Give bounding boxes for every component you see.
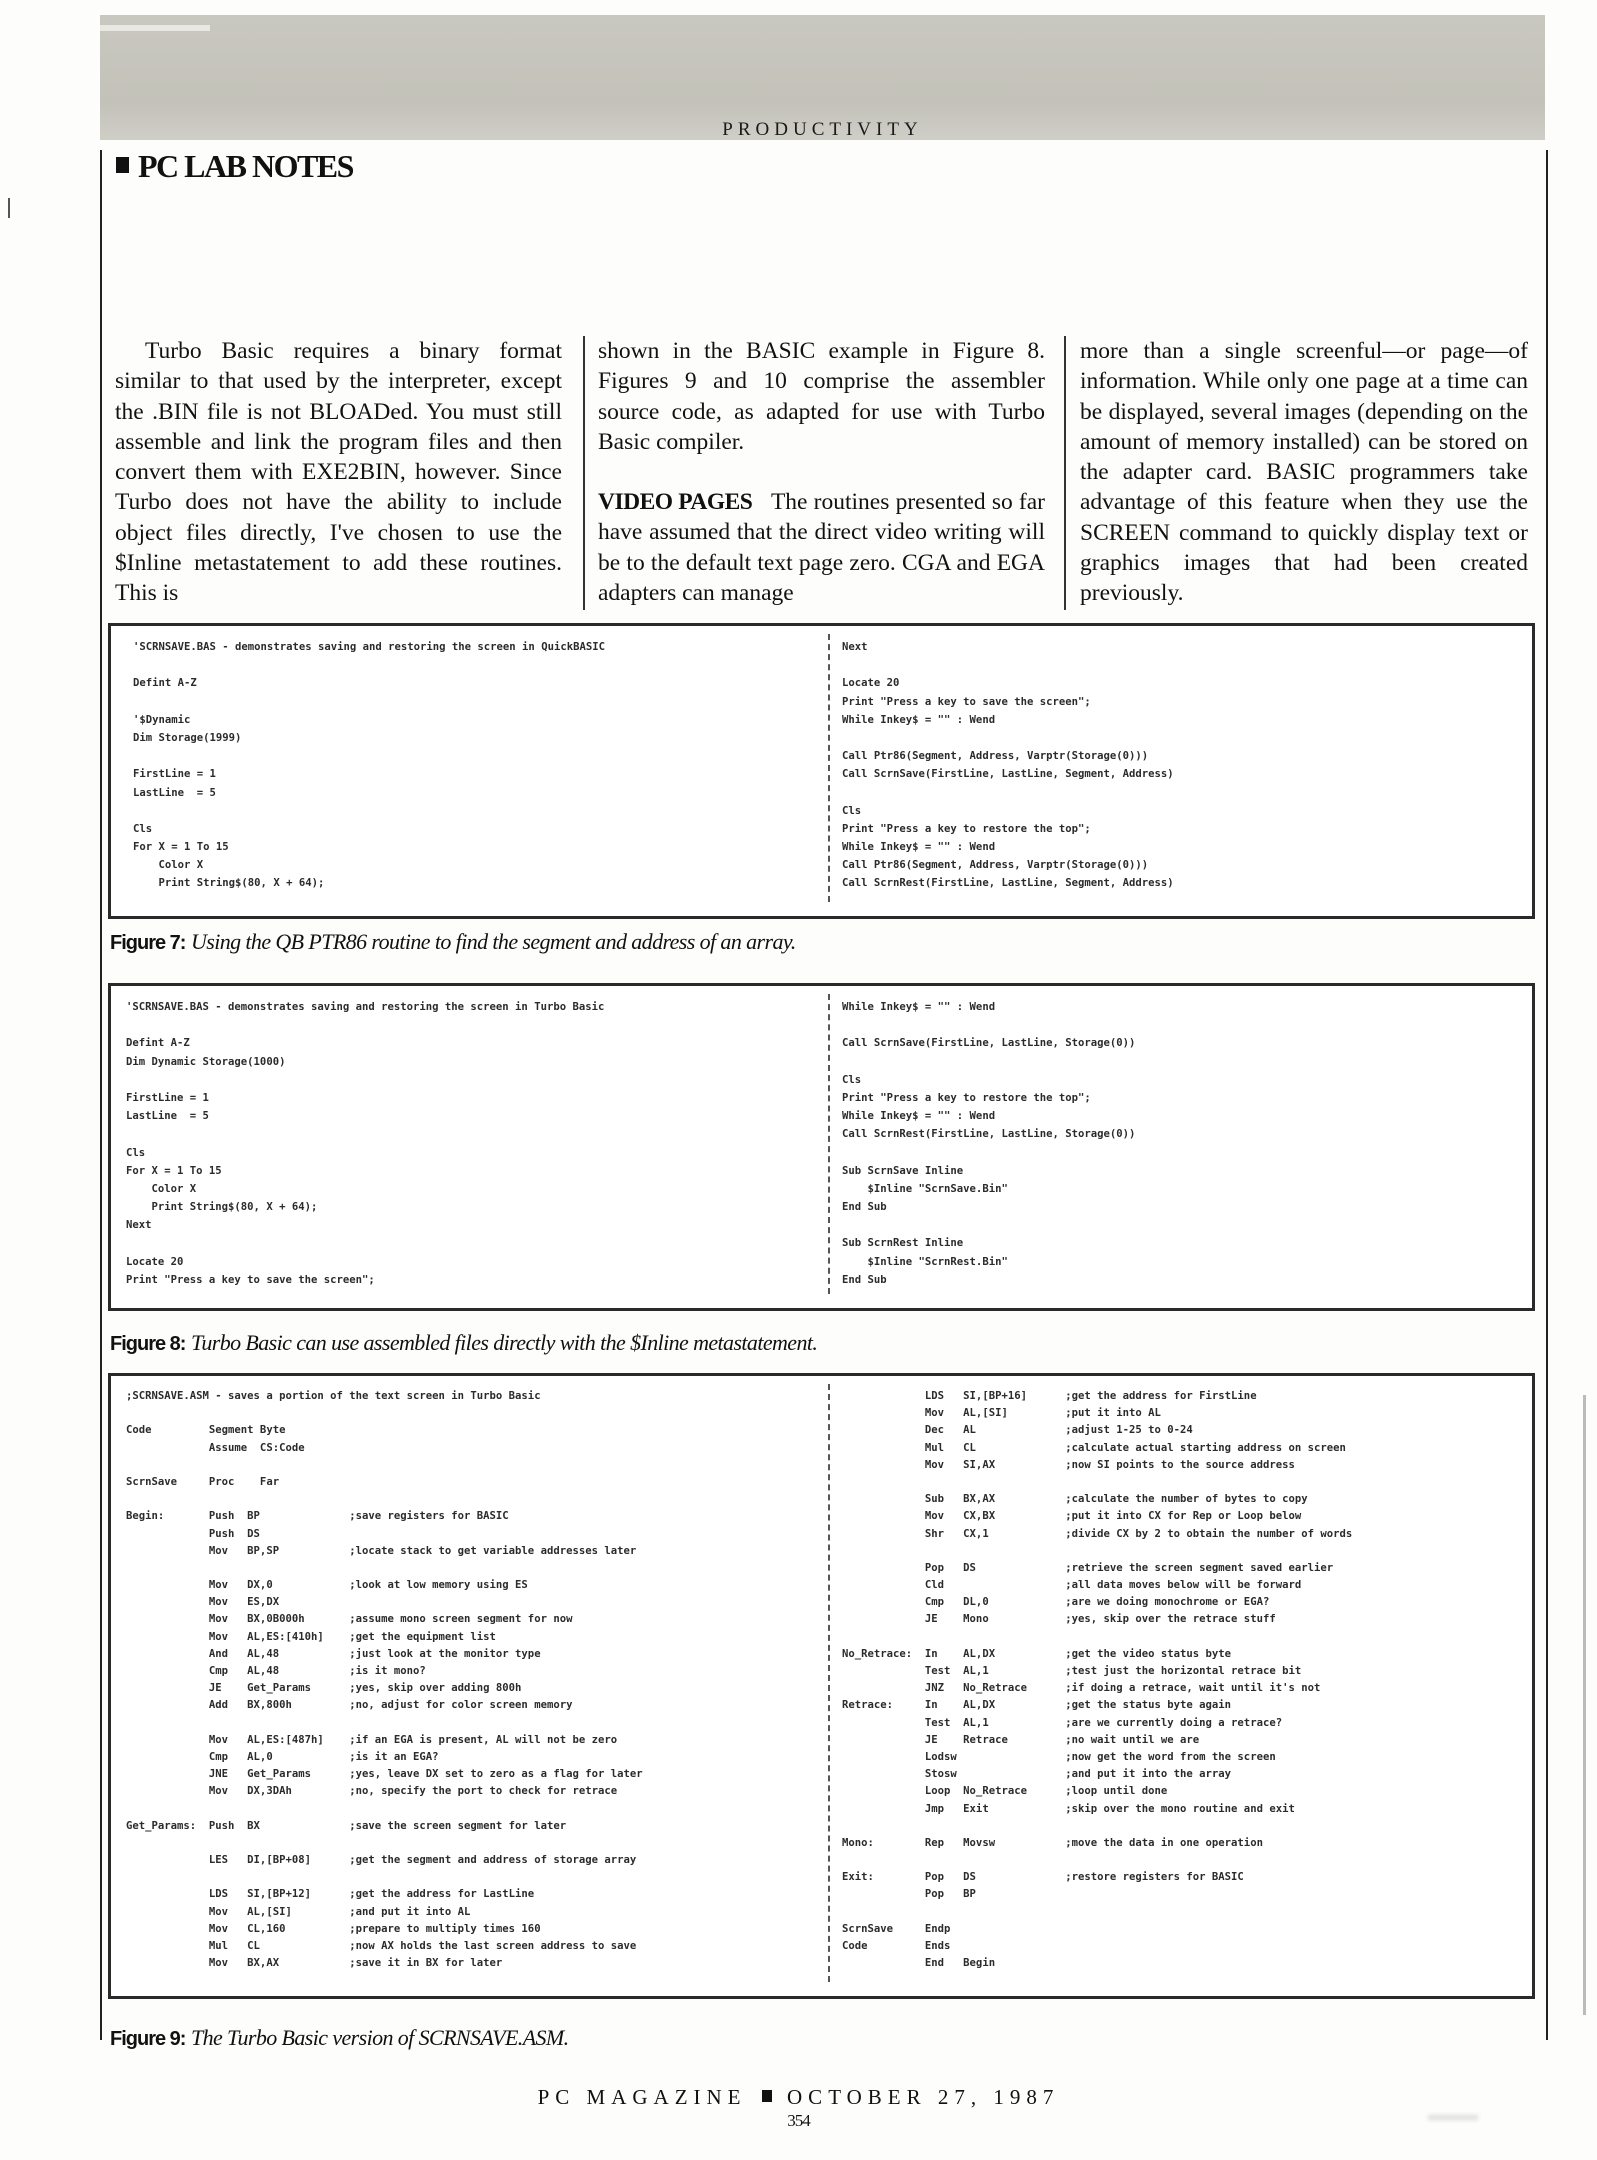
code-line — [133, 747, 605, 765]
code-line: JE Get_Params ;yes, skip over adding 800h — [126, 1682, 522, 1695]
page-number: 354 — [787, 2111, 810, 2130]
code-line — [126, 1869, 643, 1886]
column-rule — [1064, 336, 1066, 610]
code-line: While Inkey$ = "" : Wend — [842, 1110, 996, 1123]
code-line — [126, 1405, 643, 1422]
code-line — [126, 1801, 643, 1818]
figure-caption-text: Using the QB PTR86 routine to find the segment and address of an array. — [190, 929, 796, 954]
code-line: Color X — [133, 859, 204, 872]
code-line: Call Ptr86(Segment, Address, Varptr(Storage(0))) — [842, 750, 1149, 763]
code-line: Print "Press a key to restore the top"; — [842, 1091, 1091, 1104]
paragraph: Turbo Basic requires a binary format similar to that used by the interpreter, except the .BIN file is not BLOADed. You must still assemble and link the program files and then convert them with EXE2BIN, however. Since Turbo does not have the ability to include object files directly, I've chosen to use the $Inline metastatement to add these routines. This is — [115, 338, 562, 607]
code-line: No_Retrace: In AL,DX ;get the video status byte — [842, 1647, 1232, 1660]
code-line: '$Dynamic — [133, 713, 191, 726]
code-line: Test AL,1 ;are we currently doing a retrace? — [842, 1716, 1283, 1729]
code-line: Mov BP,SP ;locate stack to get variable addresses later — [126, 1544, 637, 1557]
figure-label: Figure 7: — [110, 932, 186, 954]
header-scrap — [100, 25, 210, 31]
code-line: Retrace: In AL,DX ;get the status byte again — [842, 1699, 1232, 1712]
code-line: ;SCRNSAVE.ASM - saves a portion of the text screen in Turbo Basic — [126, 1390, 541, 1402]
code-line: LastLine = 5 — [133, 786, 216, 799]
code-line: Pop DS ;retrieve the screen segment saved earlier — [842, 1561, 1334, 1574]
code-line — [126, 1457, 643, 1474]
code-line: LDS SI,[BP+12] ;get the address for LastLine — [126, 1888, 535, 1901]
code-line: Mov BX,AX ;save it in BX for later — [126, 1957, 503, 1970]
code-line — [133, 656, 605, 674]
code-line: 'SCRNSAVE.BAS - demonstrates saving and restoring the screen in Turbo Basic — [126, 1001, 605, 1013]
code-line: ScrnSave Endp — [842, 1922, 951, 1935]
code-line: Lodsw ;now get the word from the screen — [842, 1750, 1276, 1763]
code-divider — [828, 994, 831, 1294]
code-line: Code Ends — [842, 1940, 951, 1952]
paragraph-text: The routines presented so far have assumed that the direct video writing will be to the default text page zero. CGA and EGA adapters can manage — [598, 489, 1045, 607]
code-line: Push DS — [126, 1527, 260, 1540]
code-line: Dim Storage(1999) — [133, 731, 242, 744]
code-line — [126, 1125, 604, 1143]
code-line: Mov DX,0 ;look at low memory using ES — [126, 1579, 528, 1592]
code-line: Mov AL,ES:[487h] ;if an EGA is present, AL will not be zero — [126, 1733, 618, 1746]
code-line: Mov CX,BX ;put it into CX for Rep or Loop below — [842, 1510, 1302, 1523]
bullet-icon — [116, 157, 129, 173]
code-line: End Sub — [842, 1201, 887, 1214]
figure-8-listing — [108, 983, 1535, 1311]
code-line: Mono: Rep Movsw ;move the data in one operation — [842, 1836, 1263, 1849]
code-line: Test AL,1 ;test just the horizontal retrace bit — [842, 1665, 1302, 1677]
code-divider — [828, 634, 831, 902]
code-line: FirstLine = 1 — [126, 1091, 209, 1104]
figure-label: Figure 9: — [110, 2028, 186, 2050]
code-line — [126, 1715, 643, 1732]
section-label: PRODUCTIVITY — [722, 119, 923, 140]
code-line: Assume CS:Code — [126, 1441, 305, 1454]
code-line: Shr CX,1 ;divide CX by 2 to obtain the number of words — [842, 1527, 1353, 1540]
code-line: Print "Press a key to save the screen"; — [126, 1273, 375, 1286]
code-line: Call Ptr86(Segment, Address, Varptr(Storage(0))) — [842, 859, 1149, 872]
code-line: Mov AL,[SI] ;and put it into AL — [126, 1905, 471, 1918]
scan-edge — [1583, 1395, 1586, 2015]
code-line: LastLine = 5 — [126, 1110, 209, 1123]
code-line: Mov SI,AX ;now SI points to the source address — [842, 1458, 1295, 1471]
code-line: Cmp DL,0 ;are we doing monochrome or EGA? — [842, 1596, 1270, 1609]
code-line: Mov DX,3DAh ;no, specify the port to check for retrace — [126, 1785, 618, 1798]
code-line: And AL,48 ;just look at the monitor type — [126, 1647, 541, 1660]
code-line: JE Mono ;yes, skip over the retrace stuff — [842, 1613, 1276, 1626]
code-line: JE Retrace ;no wait until we are — [842, 1733, 1200, 1746]
code-line — [133, 802, 605, 820]
code-line: Print "Press a key to restore the top"; — [842, 822, 1091, 835]
code-line — [842, 1904, 1352, 1921]
code-line — [842, 1216, 1135, 1234]
issue-date: OCTOBER 27, 1987 — [787, 2085, 1060, 2109]
code-left — [126, 1388, 643, 1972]
code-line — [842, 1053, 1135, 1071]
page-footer — [0, 2085, 1597, 2110]
code-line: Stosw ;and put it into the array — [842, 1768, 1232, 1781]
code-line: LDS SI,[BP+16] ;get the address for FirstLine — [842, 1390, 1257, 1402]
code-line: While Inkey$ = "" : Wend — [842, 713, 996, 726]
column-rule — [583, 336, 585, 610]
figure-9-caption — [110, 2025, 569, 2051]
scan-smudge — [1428, 2115, 1478, 2120]
code-line: Dim Dynamic Storage(1000) — [126, 1055, 286, 1068]
code-line: Print "Press a key to save the screen"; — [842, 695, 1091, 708]
figure-8-caption — [110, 1330, 817, 1356]
code-line: ScrnSave Proc Far — [126, 1475, 280, 1488]
code-line: Next — [126, 1219, 152, 1232]
body-column-3 — [1080, 336, 1528, 609]
paragraph: shown in the BASIC example in Figure 8. Figures 9 and 10 comprise the assembler source code, as adapted for use with Turbo Basic compiler. — [598, 338, 1045, 455]
code-line: $Inline "ScrnSave.Bin" — [842, 1182, 1008, 1195]
code-line: Defint A-Z — [133, 677, 197, 690]
subhead: VIDEO PAGES — [598, 489, 753, 516]
edge-mark — [8, 198, 10, 218]
code-line — [842, 656, 1174, 674]
code-line — [842, 1852, 1352, 1869]
code-line: Code Segment Byte — [126, 1424, 286, 1437]
code-left — [126, 998, 604, 1289]
code-line — [842, 784, 1174, 802]
code-line: Begin: Push BP ;save registers for BASIC — [126, 1510, 509, 1523]
code-line: Cls — [842, 804, 862, 817]
code-line: End Begin — [842, 1957, 996, 1970]
code-line: Cld ;all data moves below will be forward — [842, 1579, 1302, 1592]
code-line: Cls — [133, 822, 153, 835]
code-line: Locate 20 — [842, 677, 900, 690]
code-line: While Inkey$ = "" : Wend — [842, 1001, 996, 1013]
code-line — [842, 1818, 1352, 1835]
figure-caption-text: Turbo Basic can use assembled files directly with the $Inline metastatement. — [190, 1330, 818, 1355]
code-line: Mov ES,DX — [126, 1596, 280, 1609]
code-line: Call ScrnSave(FirstLine, LastLine, Storage(0)) — [842, 1037, 1136, 1050]
code-line: Print String$(80, X + 64); — [126, 1201, 318, 1214]
code-line: Color X — [126, 1182, 197, 1195]
code-line — [842, 1543, 1352, 1560]
code-line: Sub BX,AX ;calculate the number of bytes to copy — [842, 1493, 1308, 1506]
code-line — [842, 1474, 1352, 1491]
code-line: Call ScrnRest(FirstLine, LastLine, Segment, Address) — [842, 877, 1174, 890]
code-line: Mov AL,[SI] ;put it into AL — [842, 1407, 1161, 1420]
code-line: 'SCRNSAVE.BAS - demonstrates saving and restoring the screen in QuickBASIC — [133, 641, 605, 653]
code-line: Next — [842, 641, 868, 653]
code-line: While Inkey$ = "" : Wend — [842, 841, 996, 854]
code-line: LES DI,[BP+08] ;get the segment and address of storage array — [126, 1854, 637, 1867]
column-title-text: PC LAB NOTES — [138, 148, 353, 184]
code-line: Pop BP — [842, 1888, 976, 1901]
code-line — [126, 1491, 643, 1508]
code-line — [126, 1835, 643, 1852]
code-line — [126, 1234, 604, 1252]
code-line — [842, 1016, 1135, 1034]
code-line: Get_Params: Push BX ;save the screen segment for later — [126, 1819, 567, 1832]
code-line: Add BX,800h ;no, adjust for color screen memory — [126, 1699, 573, 1712]
column-title — [116, 148, 353, 185]
code-right — [842, 1388, 1352, 1972]
code-line — [126, 1071, 604, 1089]
figure-7-listing — [108, 623, 1535, 919]
figure-7-caption — [110, 929, 796, 955]
code-line: Cmp AL,48 ;is it mono? — [126, 1665, 426, 1677]
code-line: For X = 1 To 15 — [126, 1164, 222, 1177]
figure-label: Figure 8: — [110, 1333, 186, 1355]
code-line: JNE Get_Params ;yes, leave DX set to zero as a flag for later — [126, 1768, 643, 1781]
code-line: Defint A-Z — [126, 1037, 190, 1050]
code-line: Mul CL ;now AX holds the last screen address to save — [126, 1940, 637, 1952]
paragraph: more than a single screenful—or page—of information. While only one page at a time can be displayed, several images (depending on the amount of memory installed) can be stored on the adapter card. BASIC programmers take advantage of this feature when they use the SCREEN command to quickly display text or graphics images that had been created previously. — [1080, 338, 1528, 607]
code-line — [126, 1016, 604, 1034]
code-line: Cls — [842, 1073, 862, 1086]
code-line: $Inline "ScrnRest.Bin" — [842, 1255, 1008, 1268]
code-line: Sub ScrnRest Inline — [842, 1237, 964, 1250]
body-column-1 — [115, 336, 562, 609]
code-line: End Sub — [842, 1273, 887, 1286]
code-line — [126, 1560, 643, 1577]
code-line: Loop No_Retrace ;loop until done — [842, 1785, 1168, 1798]
code-line: Call ScrnRest(FirstLine, LastLine, Storage(0)) — [842, 1128, 1136, 1141]
code-line: FirstLine = 1 — [133, 768, 216, 781]
code-line: JNZ No_Retrace ;if doing a retrace, wait until it's not — [842, 1682, 1321, 1695]
publication-name: PC MAGAZINE — [537, 2085, 747, 2109]
code-line: Mov BX,0B000h ;assume mono screen segment for now — [126, 1613, 573, 1626]
code-line: Sub ScrnSave Inline — [842, 1164, 964, 1177]
code-left — [133, 638, 605, 893]
code-line: Jmp Exit ;skip over the mono routine and exit — [842, 1802, 1295, 1815]
code-line: Mov CL,160 ;prepare to multiply times 160 — [126, 1922, 541, 1935]
code-line: For X = 1 To 15 — [133, 841, 229, 854]
code-line — [842, 1144, 1135, 1162]
code-line: Dec AL ;adjust 1-25 to 0-24 — [842, 1424, 1193, 1437]
code-line — [133, 693, 605, 711]
code-line — [842, 1629, 1352, 1646]
paragraph — [598, 487, 1045, 608]
bullet-icon — [762, 2090, 772, 2102]
code-right — [842, 638, 1174, 893]
code-line: Cmp AL,0 ;is it an EGA? — [126, 1750, 439, 1763]
body-column-2 — [598, 336, 1045, 608]
code-line: Call ScrnSave(FirstLine, LastLine, Segment, Address) — [842, 768, 1174, 781]
code-line — [842, 729, 1174, 747]
code-line: Mul CL ;calculate actual starting address on screen — [842, 1441, 1346, 1454]
code-divider — [828, 1384, 831, 1982]
code-line: Mov AL,ES:[410h] ;get the equipment list — [126, 1630, 496, 1643]
code-line: Print String$(80, X + 64); — [133, 877, 325, 890]
code-line: Locate 20 — [126, 1255, 184, 1268]
code-line: Exit: Pop DS ;restore registers for BASIC — [842, 1871, 1244, 1884]
code-line: Cls — [126, 1146, 146, 1159]
header-band — [100, 15, 1545, 140]
figure-9-listing — [108, 1373, 1535, 1999]
code-right — [842, 998, 1135, 1289]
figure-caption-text: The Turbo Basic version of SCRNSAVE.ASM. — [190, 2025, 569, 2050]
